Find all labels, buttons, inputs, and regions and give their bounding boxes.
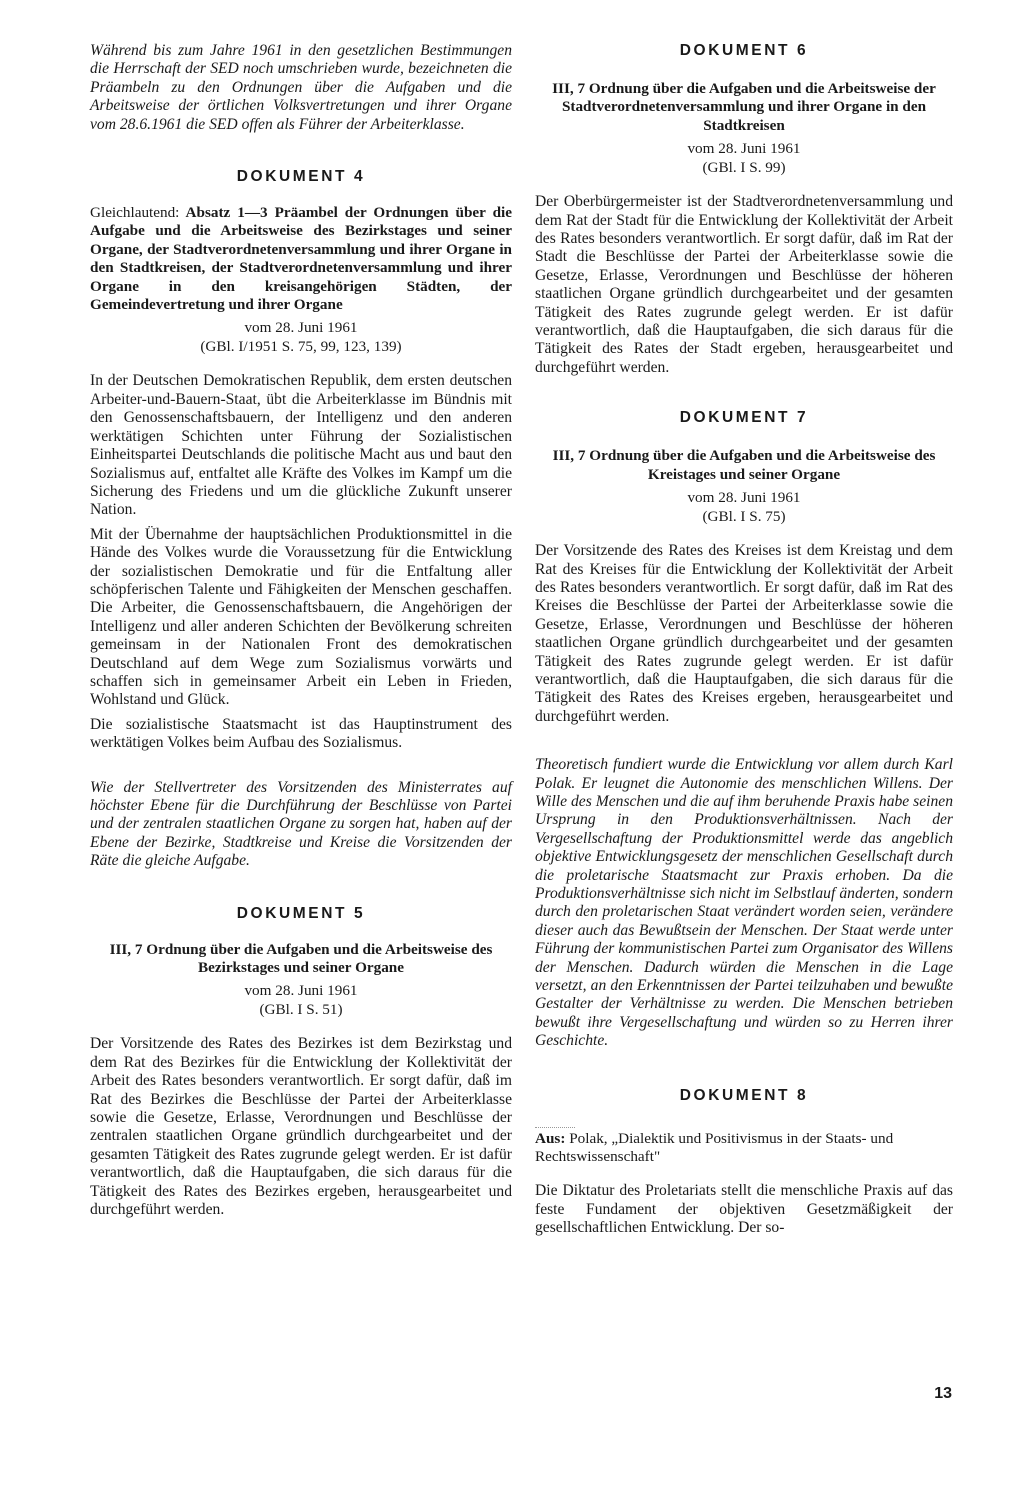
- right-column: [535, 42, 953, 1244]
- doc8-source: [535, 1130, 953, 1167]
- doc4-paragraph-1: In der Deutschen Demokratischen Republik, dem ersten deutschen Arbeiter-und-Bauern-Staat, übt die Arbeiterklasse im Bündnis mit den Genossenschaftsbauern, der Intelligenz und den anderen werktätigen Schichten unter Führung der Sozialistischen Einheitspartei Deutschlands die politische Macht aus und baut den Sozialismus auf, entfaltet alle Kräfte des Volkes im Kampf um die Sicherung des Friedens und um die glückliche Zukunft unserer Nation.: [90, 372, 512, 519]
- doc6-paragraph-1: Der Oberbürgermeister ist der Stadtverordnetenversammlung und dem Rat der Stadt für die Entwicklung der Kollektivität der Arbeit des Rates besonders verantwortlich. Er sorgt dafür, daß im Rat der Stadt die Beschlüsse der Partei der Arbeiterklasse sowie die Gesetze, Erlasse, Verordnungen und Beschlüsse der höheren staatlichen Organe gründlich durchgearbeitet und der gesamten Tätigkeit des Rates zugrunde gelegt werden. Er ist dafür verantwortlich, daß die Hauptaufgaben, die sich daraus für die Tätigkeit des Rates der Stadt ergeben, herausgearbeitet und durchgeführt werden.: [535, 193, 953, 376]
- doc8-source-label: Aus:: [535, 1129, 566, 1147]
- doc6-heading: DOKUMENT 6: [679, 42, 809, 59]
- doc4-paragraph-2: Mit der Übernahme der hauptsächlichen Produktionsmittel in die Hände des Volkes wurde die Voraussetzung für die Entwicklung der sozialistischen Demokratie und für die Entfaltung aller schöpferischen Talente und Fähigkeiten der Menschen geschaffen. Die Arbeiter, die Genossenschaftsbauern, die Angehörigen der Intelligenz und aller anderen Schichten der Bevölkerung schreiten gemeinsam in der Nationalen Front des demokratischen Deutschland auf dem Wege zum Sozialismus vorwärts und schaffen sich in gemeinsamer Arbeit ein Leben in Frieden, Wohlstand und Glück.: [90, 525, 512, 709]
- doc7-ref: (GBl. I S. 75): [702, 508, 786, 526]
- doc4-ref: (GBl. I/1951 S. 75, 99, 123, 139): [200, 338, 402, 356]
- doc7-date: vom 28. Juni 1961: [687, 489, 801, 507]
- left-column: [90, 42, 512, 1226]
- doc6-title: III, 7 Ordnung über die Aufgaben und die Arbeitsweise der Stadtverordnetenversammlung und ihrer Organe in den Stadtkreisen: [552, 80, 936, 134]
- doc5-title: III, 7 Ordnung über die Aufgaben und die Arbeitsweise des Bezirkstages und seiner Organe: [109, 940, 493, 977]
- doc5-ref: (GBl. I S. 51): [259, 1001, 343, 1019]
- doc6-ref: (GBl. I S. 99): [702, 159, 786, 177]
- doc4-paragraph-3: Die sozialistische Staatsmacht ist das Hauptinstrument des werktätigen Volkes beim Aufbau des Sozialismus.: [90, 715, 512, 752]
- commentary-left: Wie der Stellvertreter des Vorsitzenden des Ministerrates auf höchster Ebene für die Durchführung der Beschlüsse von Partei und der zentralen staatlichen Organe zu sorgen hat, haben auf der Ebene der Bezirke, Stadtkreise und Kreise die Vorsitzenden der Räte die gleiche Aufgabe.: [90, 778, 512, 870]
- dokument-4: [90, 168, 512, 753]
- doc4-date: vom 28. Juni 1961: [244, 319, 358, 337]
- doc5-date: vom 28. Juni 1961: [244, 982, 358, 1000]
- doc8-heading: DOKUMENT 8: [679, 1086, 809, 1104]
- dokument-5: [90, 905, 512, 1220]
- doc7-heading: DOKUMENT 7: [679, 409, 809, 427]
- intro-commentary: Während bis zum Jahre 1961 in den gesetzlichen Bestimmungen die Herrschaft der SED noch umschrieben wurde, bezeichneten die Präambeln zu den Ordnungen über die Aufgaben und die Arbeitsweise der örtlichen Volksvertretungen und ihrer Organe vom 28.6.1961 die SED offen als Führer der Arbeiterklasse.: [90, 42, 512, 133]
- dokument-7: [535, 409, 953, 726]
- page-number: 13: [934, 1385, 952, 1402]
- doc6-date: vom 28. Juni 1961: [687, 140, 801, 158]
- doc8-source-text: Polak, „Dialektik und Positivismus in der Staats- und Rechtswissenschaft": [535, 1129, 894, 1166]
- doc5-paragraph-1: Der Vorsitzende des Rates des Bezirkes ist dem Bezirkstag und dem Rat des Bezirkes für die Entwicklung der Kollektivität der Arbeit des Rates besonders verantwortlich. Er sorgt dafür, daß im Rat des Bezirkes die Beschlüsse der Partei der Arbeiterklasse sowie die Gesetze, Erlasse, Verordnungen und Beschlüsse der zentralen staatlichen Organe gründlich durchgearbeitet und der gesamten Tätigkeit des Rates zugrunde gelegt werden. Er ist dafür verantwortlich, daß die Hauptaufgaben, die sich daraus für die Tätigkeit des Rates des Bezirkes ergeben, herausgearbeitet und durchgeführt werden.: [90, 1035, 512, 1219]
- doc4-heading: DOKUMENT 4: [236, 168, 366, 186]
- doc4-title-prefix: Gleichlautend:: [90, 204, 180, 222]
- doc4-title: [90, 204, 512, 314]
- dokument-8: [535, 1087, 953, 1238]
- doc8-paragraph-1: Die Diktatur des Proletariats stellt die menschliche Praxis auf das feste Fundament der objektiven Gesetzmäßigkeit der gesellschaftlichen Entwicklung. Der so-: [535, 1182, 953, 1237]
- commentary-right: Theoretisch fundiert wurde die Entwicklung vor allem durch Karl Polak. Er leugnet die Autonomie des menschlichen Willens. Der Wille des Menschen und die auf ihm beruhende Praxis habe seinen Ursprung in den Produktionsverhältnissen. Nach der Vergesellschaftung der Produktionsmittel werde das angeblich objektive Entwicklungsgesetz der menschlichen Gesellschaft durch die proletarische Staatsmacht zur Praxis erhoben. Da die Produktionsverhältnisse sich nicht im Selbstlauf änderten, sondern durch den proletarischen Staat verändert worden seien, verändere dieser auch das Bewußtsein der Menschen. Der Staat werde unter Führung der kommunistischen Partei zum Organisator des Willens der Menschen. Dadurch würden die Menschen in die Lage versetzt, an den Erkenntnissen der Partei teilzuhaben und bewußte Gestalter der Verhältnisse zu werden. Die Menschen betrieben bewußt ihre Vergesellschaftung und würden so zu Herren ihrer Geschichte.: [535, 756, 953, 1050]
- doc7-title: III, 7 Ordnung über die Aufgaben und die Arbeitsweise des Kreistages und seiner Organe: [552, 447, 936, 483]
- doc4-title-text: Absatz 1—3 Präambel der Ordnungen über die Aufgabe und die Arbeitsweise des Bezirkstages und seiner Organe, der Stadtverordnetenversammlung und ihrer Organe in den Stadtkreisen, der Stadtverordnetenversammlung und ihrer Organe in den kreisangehörigen Städten, der Gemeindevertretung und ihrer Organe: [90, 204, 512, 314]
- scan-mark: [535, 1117, 575, 1128]
- doc7-paragraph-1: Der Vorsitzende des Rates des Kreises ist dem Kreistag und dem Rat des Kreises für die Entwicklung der Kollektivität der Arbeit des Rates besonders verantwortlich. Er sorgt dafür, daß im Rat des Kreises die Beschlüsse der Partei der Arbeiterklasse sowie die Gesetze, Erlasse, Verordnungen und Beschlüsse der höheren staatlichen Organe gründlich durchgearbeitet und der gesamten Tätigkeit des Rates zugrunde gelegt werden. Er ist dafür verantwortlich, daß die Hauptaufgaben, die sich daraus für die Tätigkeit des Rates des Kreises ergeben, herausgearbeitet und durchgeführt werden.: [535, 542, 953, 725]
- dokument-6: [535, 42, 953, 377]
- doc5-heading: DOKUMENT 5: [236, 904, 366, 922]
